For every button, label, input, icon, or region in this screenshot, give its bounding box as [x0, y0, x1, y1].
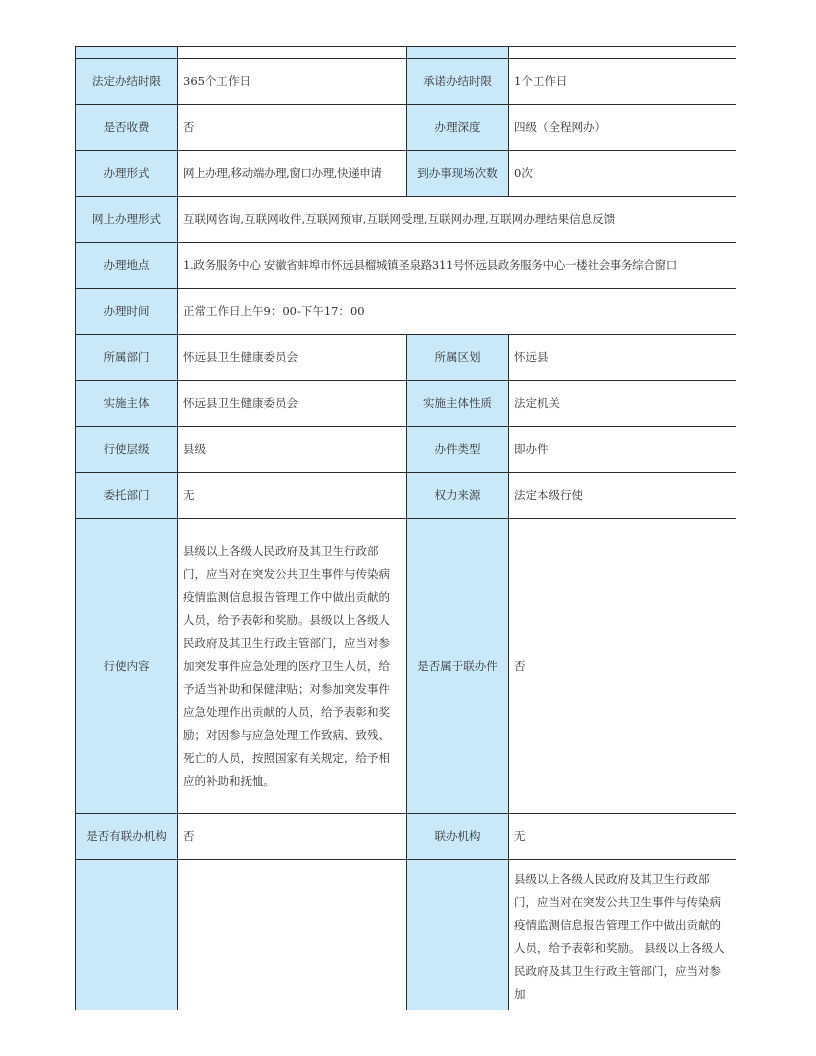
entrusted-label: 委托部门 [76, 473, 178, 519]
table-row [76, 47, 737, 59]
fee-value: 否 [178, 105, 407, 151]
joint-org-value: 无 [509, 814, 737, 860]
hours-label: 办理时间 [76, 289, 178, 335]
location-value: 1.政务服务中心 安徽省蚌埠市怀远县榴城镇圣泉路311号怀远县政务服务中心一楼社会事务综合窗口 [178, 243, 737, 289]
service-info-table [75, 46, 736, 1010]
hours-value: 正常工作日上午9：00-下午17：00 [178, 289, 737, 335]
case-type-value: 即办件 [509, 427, 737, 473]
table-row [76, 814, 737, 860]
case-type-label: 办件类型 [407, 427, 509, 473]
row-value [178, 47, 407, 59]
row-label [407, 47, 509, 59]
district-value: 怀远县 [509, 335, 737, 381]
online-form-value: 互联网咨询,互联网收件,互联网预审,互联网受理,互联网办理,互联网办理结果信息反馈 [178, 197, 737, 243]
entrusted-value: 无 [178, 473, 407, 519]
online-form-label: 网上办理形式 [76, 197, 178, 243]
content-label: 行使内容 [76, 519, 178, 814]
fee-label: 是否收费 [76, 105, 178, 151]
table-row [76, 243, 737, 289]
table-row [76, 381, 737, 427]
subject-value: 怀远县卫生健康委员会 [178, 381, 407, 427]
table-row [76, 59, 737, 105]
department-value: 怀远县卫生健康委员会 [178, 335, 407, 381]
table-row [76, 473, 737, 519]
row-label [76, 860, 178, 1011]
statutory-time-label: 法定办结时限 [76, 59, 178, 105]
promised-time-label: 承诺办结时限 [407, 59, 509, 105]
content-value: 县级以上各级人民政府及其卫生行政部门，应当对在突发公共卫生事件与传染病疫情监测信息报告管理工作中做出贡献的人员，给予表彰和奖励。县级以上各级人民政府及其卫生行政主管部门，应当对参加突发事件应急处理的医疗卫生人员，给予适当补助和保健津贴；对参加突发事件应急处理作出贡献的人员，给予表彰和奖励；对因参与应急处理工作致病、致残、死亡的人员，按照国家有关规定，给予相应的补助和抚恤。 [178, 519, 407, 814]
depth-label: 办理深度 [407, 105, 509, 151]
form-label: 办理形式 [76, 151, 178, 197]
row-value [509, 47, 737, 59]
level-label: 行使层级 [76, 427, 178, 473]
joint-label: 是否属于联办件 [407, 519, 509, 814]
depth-value: 四级（全程网办） [509, 105, 737, 151]
table-row [76, 151, 737, 197]
joint-org-label: 联办机构 [407, 814, 509, 860]
service-info-sheet [75, 46, 736, 1010]
level-value: 县级 [178, 427, 407, 473]
row-label [407, 860, 509, 1011]
subject-nature-value: 法定机关 [509, 381, 737, 427]
promised-time-value: 1个工作日 [509, 59, 737, 105]
joint-org-flag-value: 否 [178, 814, 407, 860]
table-row [76, 197, 737, 243]
joint-org-flag-label: 是否有联办机构 [76, 814, 178, 860]
form-value: 网上办理,移动端办理,窗口办理,快递申请 [178, 151, 407, 197]
statutory-time-value: 365个工作日 [178, 59, 407, 105]
last-right-value: 县级以上各级人民政府及其卫生行政部门，应当对在突发公共卫生事件与传染病疫情监测信息报告管理工作中做出贡献的人员，给予表彰和奖励。 县级以上各级人民政府及其卫生行政主管部门，应当对参加 [509, 860, 737, 1011]
row-label [76, 47, 178, 59]
department-label: 所属部门 [76, 335, 178, 381]
table-row [76, 335, 737, 381]
subject-label: 实施主体 [76, 381, 178, 427]
table-row [76, 427, 737, 473]
table-row [76, 519, 737, 814]
visits-label: 到办事现场次数 [407, 151, 509, 197]
district-label: 所属区划 [407, 335, 509, 381]
subject-nature-label: 实施主体性质 [407, 381, 509, 427]
authority-label: 权力来源 [407, 473, 509, 519]
table-row [76, 860, 737, 1011]
table-row [76, 289, 737, 335]
authority-value: 法定本级行使 [509, 473, 737, 519]
location-label: 办理地点 [76, 243, 178, 289]
row-value [178, 860, 407, 1011]
table-row [76, 105, 737, 151]
joint-value: 否 [509, 519, 737, 814]
visits-value: 0次 [509, 151, 737, 197]
